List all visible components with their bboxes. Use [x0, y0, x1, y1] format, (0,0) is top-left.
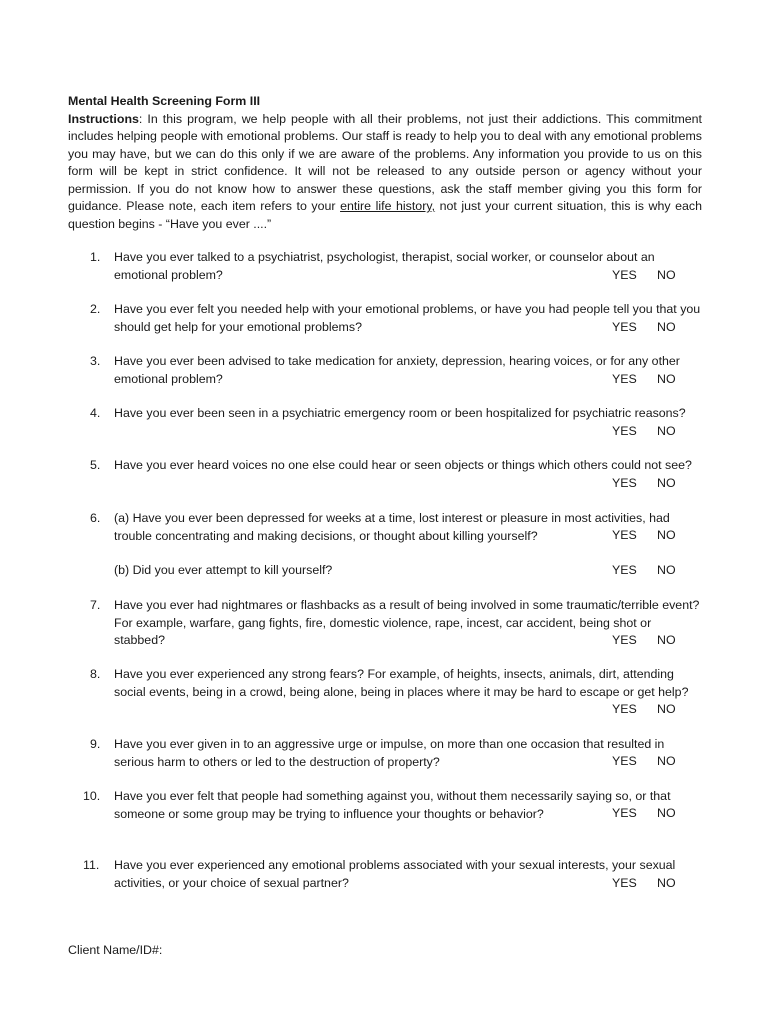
no-option[interactable]: NO	[657, 806, 676, 820]
question-number: 6.	[90, 511, 101, 525]
question-text: Have you ever heard voices no one else could hear or seen objects or things which others could not see?	[114, 458, 692, 472]
question-number: 4.	[90, 406, 101, 420]
client-name-id-label: Client Name/ID#:	[68, 943, 163, 957]
question-item	[90, 457, 704, 477]
question-text: (a) Have you ever been depressed for weeks at a time, lost interest or pleasure in most activities, had trouble concentrating and making decisions, or thought about killing yourself?	[114, 511, 670, 543]
no-option[interactable]: NO	[657, 268, 676, 282]
no-option[interactable]: NO	[657, 702, 676, 716]
question-number: 9.	[90, 737, 101, 751]
yes-option[interactable]: YES	[612, 528, 637, 542]
no-option[interactable]: NO	[657, 320, 676, 334]
yes-option[interactable]: YES	[612, 806, 637, 820]
question-text: Have you ever experienced any emotional problems associated with your sexual interests, your sexual activities, or your choice of sexual partner?	[114, 858, 676, 890]
question-number: 11.	[83, 858, 100, 872]
question-text: Have you ever talked to a psychiatrist, psychologist, therapist, social worker, or counselor about an emotional problem?	[114, 250, 655, 282]
question-item	[90, 666, 704, 706]
yes-option[interactable]: YES	[612, 476, 637, 490]
question-text: Have you ever experienced any strong fears? For example, of heights, insects, animals, dirt, attending social events, being in a crowd, being alone, being in places where it may be hard to escape or get help?	[114, 667, 689, 699]
yes-option[interactable]: YES	[612, 633, 637, 647]
yes-option[interactable]: YES	[612, 268, 637, 282]
yes-option[interactable]: YES	[612, 563, 637, 577]
instructions-text: : In this program, we help people with all their problems, not just their addictions. This commitment includes helping people with emotional problems. Our staff is ready to help you to deal with any emotional problems you may have, but we can do this only if we are aware of the problems. Any information you provide to us on this form will be kept in strict confidence. It will not be released to any outside person or agency without your permission. If you do not know how to answer these questions, ask the staff member giving you this form for guidance. Please note, each item refers to your	[68, 111, 702, 213]
question-item	[90, 405, 704, 425]
question-number: 3.	[90, 354, 101, 368]
question-number: 2.	[90, 302, 101, 316]
no-option[interactable]: NO	[657, 476, 676, 490]
yes-option[interactable]: YES	[612, 372, 637, 386]
question-text: (b) Did you ever attempt to kill yourself?	[114, 563, 333, 577]
instructions-paragraph	[68, 111, 702, 234]
question-number: 5.	[90, 458, 101, 472]
yes-option[interactable]: YES	[612, 424, 637, 438]
form-title: Mental Health Screening Form III	[68, 94, 261, 108]
no-option[interactable]: NO	[657, 754, 676, 768]
question-text: Have you ever given in to an aggressive urge or impulse, on more than one occasion that resulted in serious harm to others or led to the destruction of property?	[114, 737, 665, 769]
no-option[interactable]: NO	[657, 424, 676, 438]
yes-option[interactable]: YES	[612, 320, 637, 334]
form-header	[68, 93, 702, 233]
no-option[interactable]: NO	[657, 876, 676, 890]
question-text: Have you ever had nightmares or flashbacks as a result of being involved in some traumatic/terrible event? For example, warfare, gang fights, fire, domestic violence, rape, incest, car accident, being shot or stabbed?	[114, 598, 700, 647]
no-option[interactable]: NO	[657, 633, 676, 647]
yes-option[interactable]: YES	[612, 754, 637, 768]
question-number: 1.	[90, 250, 101, 264]
yes-option[interactable]: YES	[612, 876, 637, 890]
instructions-label: Instructions	[68, 111, 139, 126]
question-number: 7.	[90, 598, 101, 612]
instructions-text-end: not just your current situation, this is why each question begins - “Have you ever ....”	[68, 199, 702, 231]
question-text: Have you ever felt you needed help with your emotional problems, or have you had people tell you that you should get help for your emotional problems?	[114, 302, 701, 334]
no-option[interactable]: NO	[657, 563, 676, 577]
question-number: 8.	[90, 667, 101, 681]
question-text: Have you ever been seen in a psychiatric emergency room or been hospitalized for psychiatric reasons?	[114, 406, 686, 420]
no-option[interactable]: NO	[657, 372, 676, 386]
question-number: 10.	[83, 789, 101, 803]
question-text: Have you ever been advised to take medication for anxiety, depression, hearing voices, or for any other emotional problem?	[114, 354, 680, 386]
yes-option[interactable]: YES	[612, 702, 637, 716]
no-option[interactable]: NO	[657, 528, 676, 542]
question-text: Have you ever felt that people had something against you, without them necessarily saying so, or that someone or some group may be trying to influence your thoughts or behavior?	[114, 789, 671, 821]
instructions-underlined-text: entire life history,	[340, 199, 436, 213]
